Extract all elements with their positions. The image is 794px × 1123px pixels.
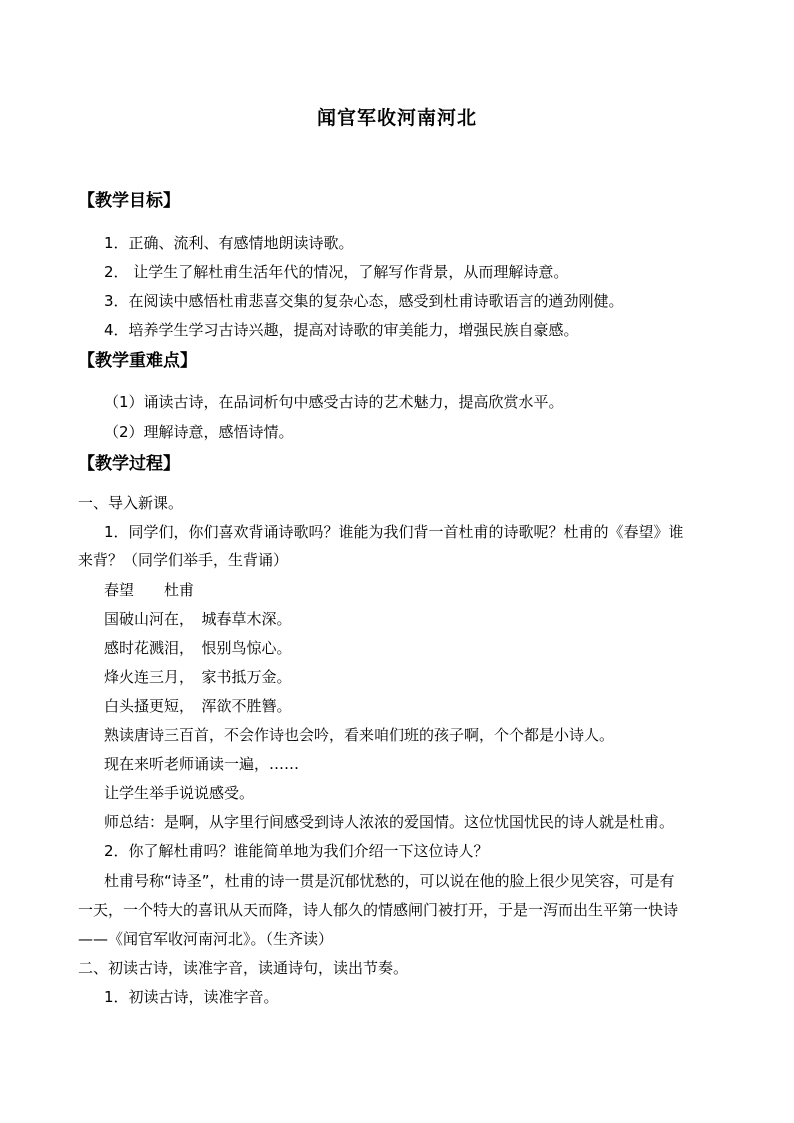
process-line: 师总结：是啊，从字里行间感受到诗人浓浓的爱国情。这位忧国忧民的诗人就是杜甫。 bbox=[104, 813, 675, 831]
process-line: 1．初读古诗，读准字音。 bbox=[104, 988, 279, 1006]
section-heading-goals: 【教学目标】 bbox=[78, 191, 180, 211]
process-line: 让学生举手说说感受。 bbox=[104, 784, 255, 802]
poem-line: 烽火连三月， 家书抵万金。 bbox=[104, 668, 292, 686]
poem-line: 白头搔更短， 浑欲不胜簪。 bbox=[104, 697, 292, 715]
process-line: 二、初读古诗，读准字音，读通诗句，读出节奏。 bbox=[78, 959, 409, 977]
process-line: 2．你了解杜甫吗？谁能简单地为我们介绍一下这位诗人？ bbox=[104, 842, 489, 860]
process-line: 熟读唐诗三百首，不会作诗也会吟，看来咱们班的孩子啊，个个都是小诗人。 bbox=[104, 726, 615, 744]
process-line: 现在来听老师诵读一遍，…… bbox=[104, 755, 300, 773]
goal-item: 2． 让学生了解杜甫生活年代的情况，了解写作背景，从而理解诗意。 bbox=[104, 263, 569, 281]
goal-item: 3．在阅读中感悟杜甫悲喜交集的复杂心态，感受到杜甫诗歌语言的遒劲刚健。 bbox=[104, 292, 624, 310]
goal-item: 4．培养学生学习古诗兴趣，提高对诗歌的审美能力，增强民族自豪感。 bbox=[104, 321, 579, 339]
key-point-item: （2）理解诗意，感悟诗情。 bbox=[104, 423, 294, 441]
section-heading-process: 【教学过程】 bbox=[78, 454, 180, 474]
process-line: 1．同学们，你们喜欢背诵诗歌吗？谁能为我们背一首杜甫的诗歌呢？杜甫的《春望》谁 bbox=[104, 523, 684, 541]
poem-line: 感时花溅泪， 恨别鸟惊心。 bbox=[104, 639, 292, 657]
document-title: 闻官军收河南河北 bbox=[316, 107, 477, 129]
process-line: ——《闻官军收河南河北》。（生齐读） bbox=[78, 930, 334, 948]
process-line: 一、导入新课。 bbox=[78, 494, 184, 512]
poem-title-line: 春望 杜甫 bbox=[104, 581, 195, 599]
process-line: 一天，一个特大的喜讯从天而降，诗人郁久的情感闸门被打开，于是一泻而出生平第一快诗 bbox=[78, 901, 679, 919]
poem-line: 国破山河在， 城春草木深。 bbox=[104, 610, 292, 628]
process-line: 来背？（同学们举手，生背诵） bbox=[78, 551, 289, 569]
process-line: 杜甫号称“诗圣”，杜甫的诗一贯是沉郁忧愁的，可以说在他的脸上很少见笑容，可是有 bbox=[104, 872, 675, 890]
goal-item: 1．正确、流利、有感情地朗读诗歌。 bbox=[104, 234, 354, 252]
key-point-item: （1）诵读古诗，在品词析句中感受古诗的艺术魅力，提高欣赏水平。 bbox=[104, 393, 564, 411]
section-heading-key-points: 【教学重难点】 bbox=[78, 351, 197, 371]
